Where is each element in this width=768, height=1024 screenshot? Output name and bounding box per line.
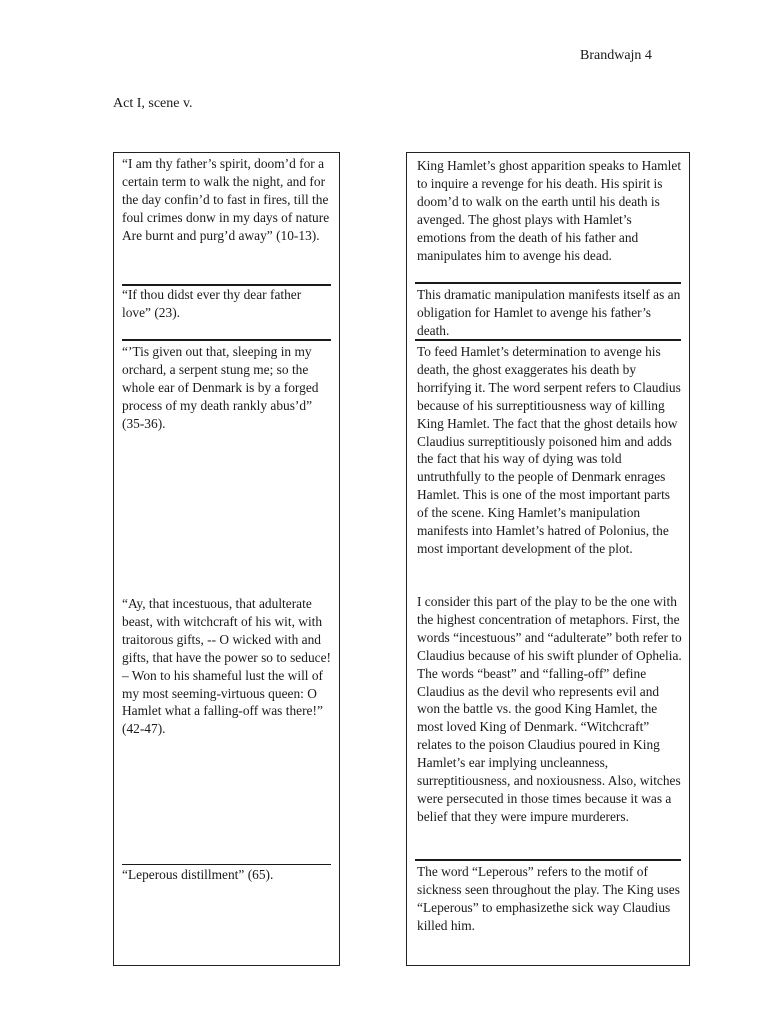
analysis-cell: To feed Hamlet’s determination to avenge his death, the ghost exaggerates his death by horrifying it. The word serpent refers to Claudius because of his surreptitiousness way of killing King Hamlet. The fact that the ghost details how Claudius surreptitiously poisoned him and adds the fact that his way of dying was told untruthfully to the people of Denmark enrages Hamlet. This is one of the most important parts of the scene. King Hamlet’s manipulation manifests into Hamlet’s hatred of Polonius, the most important development of the plot. [417,344,681,556]
analysis-cell: I consider this part of the play to be the one with the highest concentration of metaphors. First, the words “incestuous” and “adulterate” both refer to Claudius because of his swift plunder of Ophelia. The words “beast” and “falling-off” define Claudius as the devil who represents evil and won the battle vs. the good King Hamlet, the most loved King of Denmark. “Witchcraft” relates to the poison Claudius poured in King Hamlet’s ear implying uncleanness, surreptitiousness, and noxiousness. Also, witches were persecuted in those times because it was a belief that they were impure murderers. [417,594,682,824]
analysis-cell: This dramatic manipulation manifests itself as an obligation for Hamlet to avenge his father’s death. [417,287,681,338]
analysis-column [406,152,690,966]
scene-title: Act I, scene v. [113,96,193,111]
page-header: Brandwajn 4 [580,48,652,63]
row-divider [122,864,331,865]
quote-cell: “Leperous distillment” (65). [122,867,274,882]
quotes-column [113,152,340,966]
analysis-cell: The word “Leperous” refers to the motif of sickness seen throughout the play. The King uses “Leperous” to emphasizethe sick way Claudius killed him. [417,864,680,933]
row-divider [415,859,681,861]
quote-cell: “I am thy father’s spirit, doom’d for a certain term to walk the night, and for the day confin’d to fast in fires, till the foul crimes donw in my days of nature Are burnt and purg’d away” (10-13). [122,156,330,243]
row-divider [122,339,331,341]
row-divider [415,282,681,284]
quote-cell: “If thou didst ever thy dear father love” (23). [122,287,302,320]
quote-cell: “’Tis given out that, sleeping in my orchard, a serpent stung me; so the whole ear of Denmark is by a forged process of my death rankly abus’d” (35-36). [122,344,319,431]
row-divider [415,339,681,341]
analysis-cell: King Hamlet’s ghost apparition speaks to Hamlet to inquire a revenge for his death. His spirit is doom’d to walk on the earth until his death is avenged. The ghost plays with Hamlet’s emotions from the death of his father and manipulates him to avenge his dead. [417,158,682,263]
quote-cell: “Ay, that incestuous, that adulterate beast, with witchcraft of his wit, with traitorous gifts, -- O wicked with and gifts, that have the power so to seduce! – Won to his shameful lust the will of my most seeming-virtuous queen: O Hamlet what a falling-off was there!” (42-47). [122,596,331,737]
